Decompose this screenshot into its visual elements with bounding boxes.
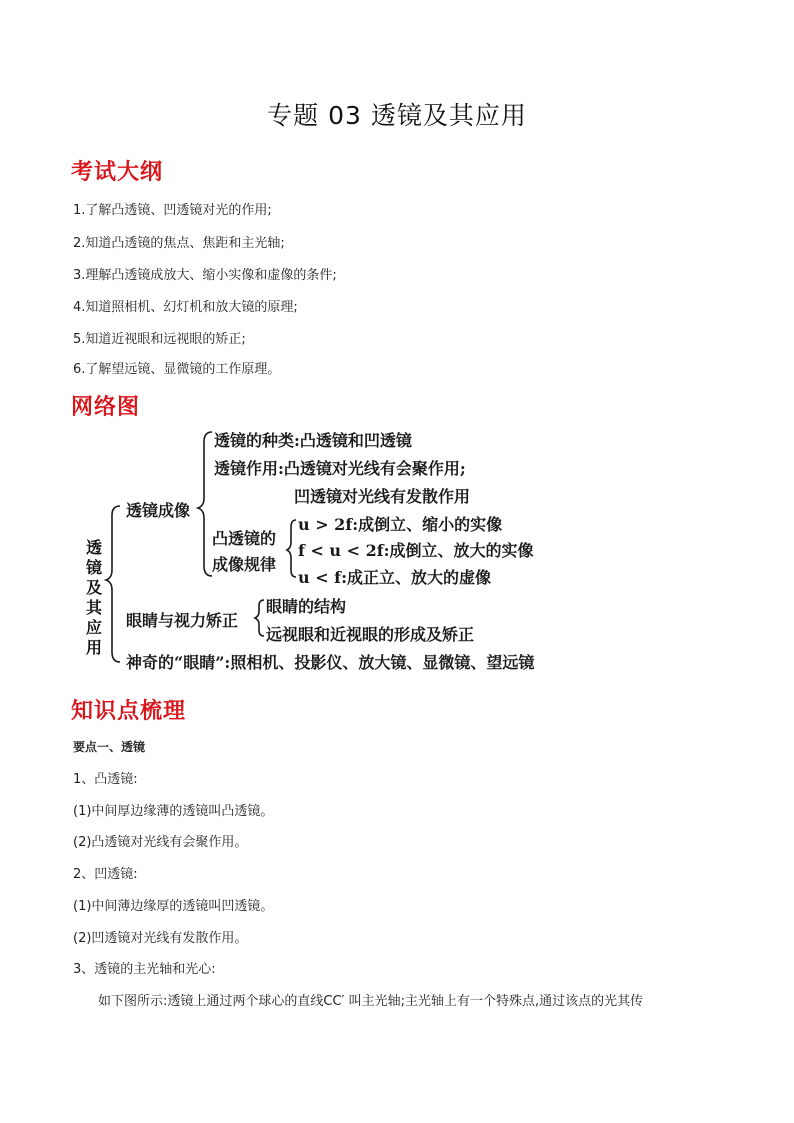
eye-structure: 眼睛的结构 [266, 597, 347, 616]
lens-types: 透镜的种类:凸透镜和凹透镜 [214, 431, 412, 450]
outline-item-1: 1.了解凸透镜、凹透镜对光的作用; [73, 203, 272, 218]
lens-effect-convex: 透镜作用:凸透镜对光线有会聚作用; [214, 459, 466, 478]
imaging-rule-3: u < f:成正立、放大的虚像 [298, 568, 491, 587]
axis-paragraph: 如下图所示:透镜上通过两个球心的直线CC′ 叫主光轴;主光轴上有一个特殊点,通过该点的光其传 [98, 994, 644, 1009]
rules-brace [287, 520, 296, 577]
convex-item-1: (1)中间厚边缘薄的透镜叫凸透镜。 [73, 804, 274, 819]
outline-item-4: 4.知道照相机、幻灯机和放大镜的原理; [73, 300, 298, 315]
concept-diagram [80, 420, 580, 680]
concave-title: 2、凹透镜: [73, 867, 138, 882]
root-label: 透镜及其应用 [85, 538, 102, 657]
concave-item-1: (1)中间薄边缘厚的透镜叫凹透镜。 [73, 899, 274, 914]
rule-label-1: 凸透镜的 [212, 529, 277, 548]
root-brace [106, 506, 120, 662]
outline-item-6: 6.了解望远镜、显微镜的工作原理。 [73, 362, 281, 377]
outline-item-2: 2.知道凸透镜的焦点、焦距和主光轴; [73, 236, 285, 251]
branch2-label: 眼睛与视力矫正 [126, 611, 239, 630]
branch3-label: 神奇的“眼睛”:照相机、投影仪、放大镜、显微镜、望远镜 [126, 653, 535, 672]
knowledge-heading: 知识点梳理 [71, 699, 187, 724]
axis-title: 3、透镜的主光轴和光心: [73, 962, 216, 977]
convex-item-2: (2)凸透镜对光线有会聚作用。 [73, 835, 248, 850]
outline-item-5: 5.知道近视眼和远视眼的矫正; [73, 332, 246, 347]
page-title: 专题 03 透镜及其应用 [267, 101, 527, 130]
point-heading: 要点一、透镜 [73, 740, 146, 754]
branch1-brace [198, 432, 212, 576]
rule-label-2: 成像规律 [212, 555, 277, 574]
lens-effect-concave: 凹透镜对光线有发散作用 [294, 487, 471, 506]
concave-item-2: (2)凹透镜对光线有发散作用。 [73, 931, 248, 946]
outline-heading: 考试大纲 [71, 160, 164, 185]
branch1-label: 透镜成像 [126, 501, 191, 520]
imaging-rule-1: u > 2f:成倒立、缩小的实像 [298, 515, 503, 534]
convex-title: 1、凸透镜: [73, 772, 138, 787]
network-heading: 网络图 [71, 395, 141, 420]
branch2-brace [255, 600, 264, 636]
eye-correction: 远视眼和近视眼的形成及矫正 [266, 625, 475, 644]
imaging-rule-2: f < u < 2f:成倒立、放大的实像 [298, 541, 534, 560]
outline-item-3: 3.理解凸透镜成放大、缩小实像和虚像的条件; [73, 268, 337, 283]
